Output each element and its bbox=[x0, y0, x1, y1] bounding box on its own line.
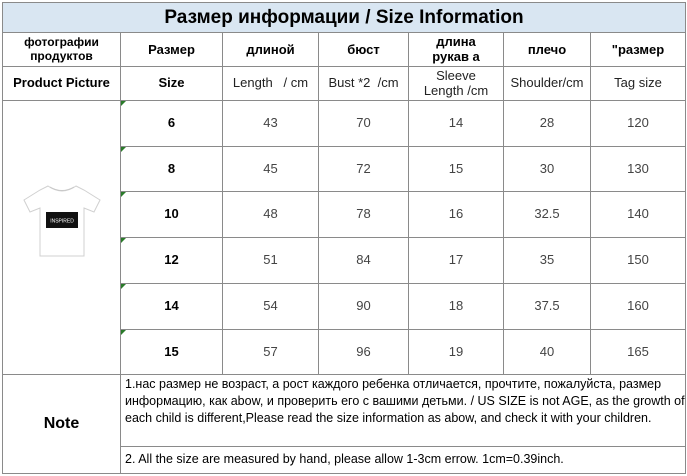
cell-bust: 78 bbox=[356, 206, 371, 222]
cell-tag: 165 bbox=[627, 343, 649, 359]
product-picture bbox=[20, 180, 104, 260]
cell-size: 8 bbox=[167, 160, 176, 176]
tshirt-image bbox=[20, 180, 104, 260]
cell-sleeve: 19 bbox=[448, 343, 464, 359]
cell-bust: 72 bbox=[356, 160, 371, 176]
header-ru-shoulder: плечо bbox=[527, 41, 567, 57]
header-en-size: Size bbox=[158, 75, 185, 91]
cell-sleeve: 17 bbox=[448, 252, 464, 268]
cell-length: 54 bbox=[263, 298, 278, 314]
header-en-bust: Bust *2 /cm bbox=[328, 75, 399, 91]
header-ru-size: Размер bbox=[148, 41, 195, 57]
cell-length: 45 bbox=[263, 160, 278, 176]
note-line-2: 2. All the size are measured by hand, please allow 1-3cm errow. 1cm=0.39inch. bbox=[125, 452, 564, 466]
cell-shoulder: 28 bbox=[539, 115, 555, 131]
cell-bust: 90 bbox=[356, 298, 371, 314]
cell-tag: 150 bbox=[627, 252, 649, 268]
header-ru-sleeve: длина рукав а bbox=[432, 34, 480, 64]
cell-sleeve: 16 bbox=[448, 206, 464, 222]
header-ru-tag: "размер bbox=[611, 41, 665, 57]
cell-shoulder: 30 bbox=[539, 160, 555, 176]
cell-sleeve: 15 bbox=[448, 160, 464, 176]
cell-bust: 96 bbox=[356, 343, 371, 359]
cell-sleeve: 14 bbox=[448, 115, 464, 131]
cell-length: 48 bbox=[263, 206, 278, 222]
cell-shoulder: 32.5 bbox=[534, 206, 560, 222]
cell-tag: 140 bbox=[627, 206, 649, 222]
cell-shoulder: 35 bbox=[539, 252, 555, 268]
shirt-print-text: INSPIRED bbox=[50, 218, 74, 225]
cell-length: 43 bbox=[263, 115, 278, 131]
cell-bust: 84 bbox=[356, 252, 371, 268]
header-en-length: Length / cm bbox=[232, 75, 309, 91]
note-line-1: 1.нас размер не возраст, а рост каждого ребенка отличается, прочтите, пожалуйста, размер информацию, как abow, и проверить его с вашими детьми. / US SIZE is not AGE, as the growth of each child is different,Please read the size information as abow, and check it with your children. bbox=[125, 377, 685, 425]
cell-bust: 70 bbox=[356, 115, 371, 131]
cell-length: 51 bbox=[263, 252, 278, 268]
cell-shoulder: 40 bbox=[539, 343, 555, 359]
header-en-sleeve: Sleeve Length /cm bbox=[423, 67, 489, 98]
table-title: Размер информации / Size Information bbox=[3, 3, 685, 33]
row-divider bbox=[120, 446, 685, 447]
cell-size: 6 bbox=[167, 115, 176, 131]
cell-shoulder: 37.5 bbox=[534, 298, 560, 314]
cell-sleeve: 18 bbox=[448, 298, 464, 314]
header-en-picture: Product Picture bbox=[13, 75, 110, 91]
note-label: Note bbox=[43, 415, 80, 433]
cell-tag: 130 bbox=[627, 160, 649, 176]
cell-size: 10 bbox=[164, 206, 179, 222]
header-ru-bust: бюст bbox=[347, 41, 380, 57]
header-ru-length: длиной bbox=[246, 41, 295, 57]
cell-tag: 160 bbox=[627, 298, 649, 314]
header-en-tag: Tag size bbox=[614, 75, 662, 91]
cell-tag: 120 bbox=[627, 115, 649, 131]
cell-size: 15 bbox=[164, 343, 179, 359]
header-en-shoulder: Shoulder/cm bbox=[510, 75, 584, 91]
cell-length: 57 bbox=[263, 343, 278, 359]
cell-size: 14 bbox=[164, 298, 179, 314]
cell-size: 12 bbox=[164, 252, 179, 268]
header-ru-picture: фотографии продуктов bbox=[24, 35, 99, 63]
